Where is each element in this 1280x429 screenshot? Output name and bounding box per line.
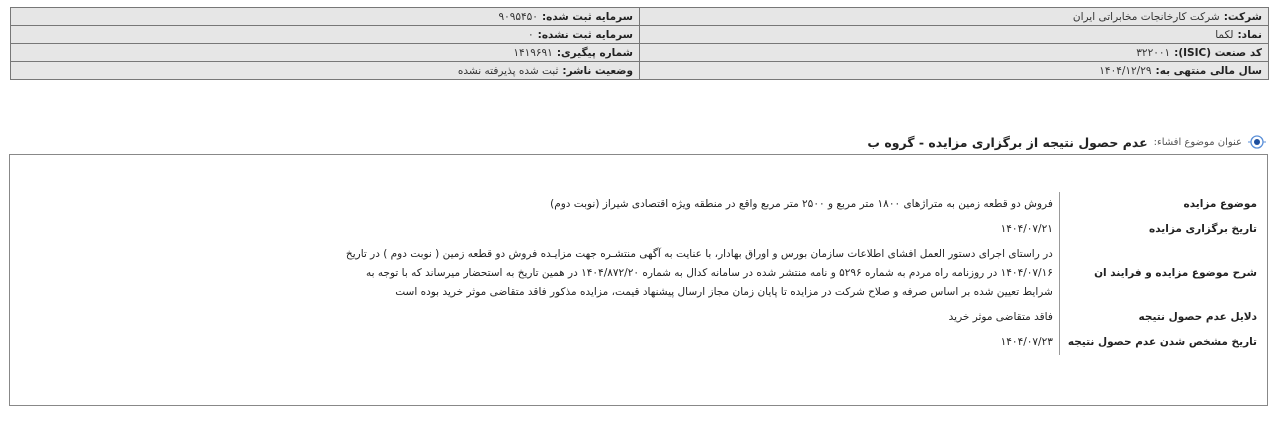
fiscal-year-value: ۱۴۰۴/۱۲/۲۹ — [1099, 64, 1152, 77]
detail-key: تاریخ برگزاری مزایده — [1149, 223, 1257, 235]
info-row — [11, 26, 1269, 44]
isic-value: ۳۲۲۰۰۱ — [1136, 46, 1171, 59]
info-row — [11, 44, 1269, 62]
disclosure-topic — [867, 133, 1266, 151]
company-cell — [640, 8, 1269, 26]
detail-key: دلایل عدم حصول نتیجه — [1138, 311, 1257, 323]
detail-value: ۱۴۰۴/۰۷/۲۱ — [343, 217, 1060, 242]
publisher-status-cell — [11, 62, 640, 80]
unregistered-capital-value: ۰ — [528, 28, 534, 41]
detail-row — [343, 192, 1257, 217]
detail-value: فاقد متقاضی موثر خرید — [343, 305, 1060, 330]
detail-value: ۱۴۰۴/۰۷/۲۳ — [343, 330, 1060, 355]
publisher-status-label: وضعیت ناشر: — [562, 64, 633, 77]
detail-row — [343, 217, 1257, 242]
topic-label: عنوان موضوع افشاء: — [1153, 136, 1242, 148]
detail-value: در راستای اجرای دستور العمل افشای اطلاعات سازمان بورس و اوراق بهادار، با عنایت به آگهی منتشـره جهت مزایـده فروش دو قطعه زمین ( نوبت دوم ) در تاریخ ۱۴۰۴/۰۷/۱۶ در روزنامه راه مردم به شماره ۵۲۹۶ و نامه منتشر شده در سامانه کدال به شماره ۱۴۰۴/۸۷۲/۲۰ در همین تاریخ به استحضار میرساند که با توجه به شرایط تعیین شده بر اساس صرفه و صلاح شرکت در مزایده تا پایان زمان مجاز ارسال پیشنهاد قیمت، مزایده مذکور فاقد متقاضی موثر خرید بوده است — [343, 242, 1060, 305]
fiscal-year-label: سال مالی منتهی به: — [1155, 64, 1262, 77]
symbol-label: نماد: — [1237, 28, 1262, 41]
topic-title: عدم حصول نتیجه از برگزاری مزایده - گروه ب — [867, 134, 1148, 150]
symbol-cell — [640, 26, 1269, 44]
detail-key: تاریخ مشخص شدن عدم حصول نتیجه — [1067, 336, 1257, 348]
target-icon — [1248, 133, 1266, 151]
info-row — [11, 62, 1269, 80]
symbol-value: لکما — [1215, 28, 1234, 41]
registered-capital-value: ۹۰۹۵۴۵۰ — [498, 10, 538, 23]
detail-row — [343, 330, 1257, 355]
detail-row — [343, 305, 1257, 330]
detail-key: شرح موضوع مزایده و فرایند ان — [1094, 267, 1257, 279]
detail-key: موضوع مزایده — [1183, 198, 1257, 210]
fiscal-year-cell — [640, 62, 1269, 80]
isic-label: کد صنعت (ISIC): — [1174, 46, 1262, 59]
tracking-cell — [11, 44, 640, 62]
company-label: شرکت: — [1223, 10, 1262, 23]
company-info-table — [10, 7, 1269, 80]
detail-row — [343, 242, 1257, 305]
registered-capital-label: سرمایه ثبت شده: — [541, 10, 633, 23]
tracking-value: ۱۴۱۹۶۹۱ — [513, 46, 553, 59]
publisher-status-value: ثبت شده پذیرفته نشده — [457, 64, 559, 77]
isic-cell — [640, 44, 1269, 62]
detail-value: فروش دو قطعه زمین به متراژهای ۱۸۰۰ متر مربع و ۲۵۰۰ متر مربع واقع در منطقه ویژه اقتصادی شیراز (نوبت دوم) — [343, 192, 1060, 217]
company-value: شرکت کارخانجات مخابراتی ایران — [1072, 10, 1220, 23]
info-row — [11, 8, 1269, 26]
unregistered-capital-label: سرمایه ثبت نشده: — [537, 28, 633, 41]
registered-capital-cell — [11, 8, 640, 26]
tracking-label: شماره پیگیری: — [556, 46, 633, 59]
details-table — [343, 192, 1257, 355]
disclosure-content — [9, 154, 1268, 406]
unregistered-capital-cell — [11, 26, 640, 44]
